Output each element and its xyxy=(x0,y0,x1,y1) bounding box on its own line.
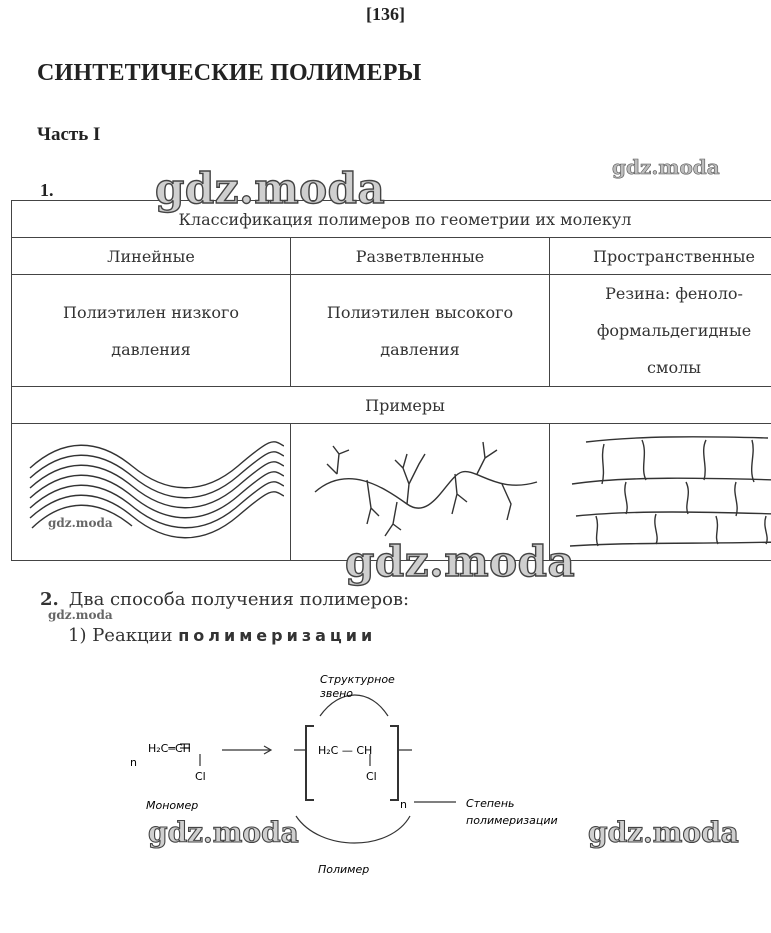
unit-formula: H₂C — CH xyxy=(318,744,373,757)
page-title: СИНТЕТИЧЕСКИЕ ПОЛИМЕРЫ xyxy=(37,60,422,86)
bracket-left xyxy=(306,726,314,800)
monomer-formula: H₂C═CH xyxy=(148,742,191,755)
example-spatial-line-2: формальдегидные xyxy=(596,321,752,340)
monomer-chlorine: Cl xyxy=(195,770,206,783)
example-branched xyxy=(291,275,550,387)
question-2-text: Два способа получения полимеров: xyxy=(68,589,410,610)
type-spatial: Пространственные xyxy=(550,238,771,275)
question-2-item-1 xyxy=(68,625,376,646)
example-spatial-line-3: смолы xyxy=(647,358,701,377)
type-linear: Линейные xyxy=(12,238,291,275)
label-degree-1: Степень xyxy=(466,797,515,810)
page-number: [136] xyxy=(366,4,405,24)
question-1-number: 1. xyxy=(40,180,54,200)
item-1-keyword: полимеризации xyxy=(178,626,377,645)
polymerization-diagram xyxy=(0,660,771,890)
question-2-number: 2. xyxy=(40,589,59,610)
watermark-logo: gdz.moda xyxy=(155,164,386,213)
label-structural-1: Структурное xyxy=(320,673,395,686)
spatial-structure-image xyxy=(550,424,771,561)
classification-table xyxy=(11,200,771,561)
label-polymer: Полимер xyxy=(318,863,370,876)
linear-structure-image xyxy=(12,424,291,561)
example-linear-line-1: Полиэтилен низкого xyxy=(63,302,239,322)
example-branched-line-2: давления xyxy=(380,339,460,359)
table-header: Классификация полимеров по геометрии их молекул xyxy=(12,201,771,238)
label-structural-2: звено xyxy=(320,687,354,700)
watermark-logo: gdz.moda xyxy=(588,816,739,849)
subscript-n: n xyxy=(400,798,407,811)
watermark-logo: gdz.moda xyxy=(48,608,113,622)
question-2 xyxy=(40,589,409,610)
example-branched-line-1: Полиэтилен высокого xyxy=(326,302,514,322)
examples-label: Примеры xyxy=(12,387,771,424)
unit-chlorine: Cl xyxy=(366,770,377,783)
watermark-logo: gdz.moda xyxy=(148,816,299,849)
example-spatial xyxy=(550,275,771,387)
coefficient-n: n xyxy=(130,756,137,769)
part-heading: Часть I xyxy=(37,124,101,145)
watermark-logo: gdz.moda xyxy=(48,516,113,530)
watermark-logo: gdz.moda xyxy=(612,155,720,179)
type-branched: Разветвленные xyxy=(291,238,550,275)
item-1-prefix: 1) Реакции xyxy=(68,625,173,646)
watermark-logo: gdz.moda xyxy=(345,537,576,586)
bracket-right xyxy=(390,726,398,800)
example-spatial-line-1: Резина: феноло- xyxy=(605,284,743,303)
label-monomer: Мономер xyxy=(146,799,199,812)
example-linear xyxy=(12,275,291,387)
label-degree-2: полимеризации xyxy=(466,814,558,827)
example-linear-line-2: давления xyxy=(111,339,191,359)
linear-waves-drawing xyxy=(18,424,284,560)
spatial-network-drawing xyxy=(556,424,771,560)
